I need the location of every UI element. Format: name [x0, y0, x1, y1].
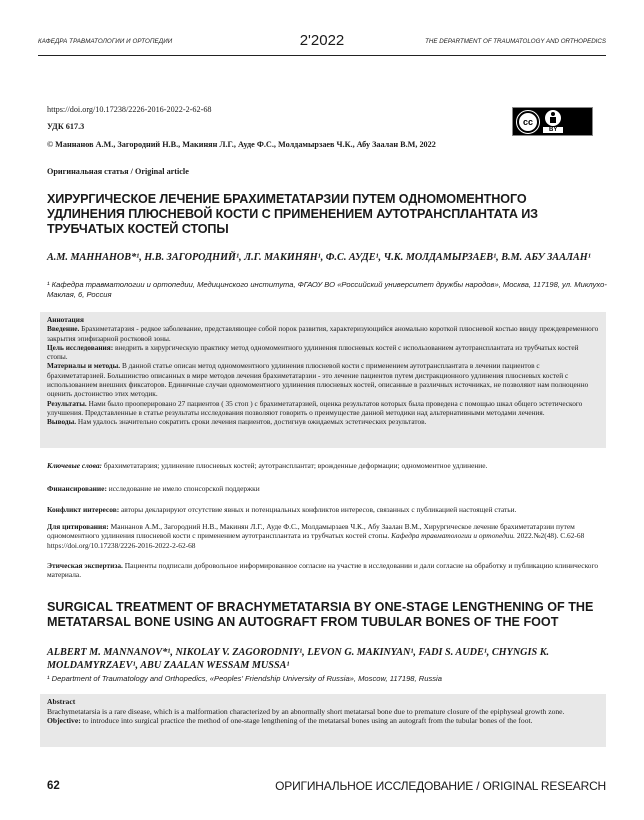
intro-text: Брахиметатарзия - редкое заболевание, представляющее собой порок развития, характеризующийся аномально короткой плюсневой костью ввиду преждевременного закрытия эпифизарной ростковой зоны. [47, 324, 599, 343]
conclusions-label: Выводы. [47, 417, 77, 427]
abstract-heading-en: Abstract [47, 697, 76, 706]
intro-label: Введение. [47, 324, 80, 334]
creative-commons-icon: cc [517, 111, 539, 133]
objective-text: to introduce into surgical practice the method of one-stage lengthening of the metatarsal bones using an autograft from the tubular bones of the foot. [80, 716, 533, 726]
running-header [38, 30, 606, 56]
header-journal-en: THE DEPARTMENT OF TRAUMATOLOGY AND ORTHOPEDICS [425, 38, 606, 45]
affiliation-en: ¹ Department of Traumatology and Orthopedics, «Peoples' Friendship University of Russia», Moscow, 117198, Russia [47, 674, 442, 683]
cite-tail[interactable]: 2022.№2(48). С.62-68 https://doi.org/10.17238/2226-2016-2022-2-62-68 [47, 531, 585, 550]
cite-label: Для цитирования: [47, 522, 109, 531]
attribution-block [543, 110, 563, 133]
keywords-label: Ключевые слова: [47, 461, 102, 470]
affiliation-ru: ¹ Кафедра травматологии и ортопедии, Медицинского института, ФГАОУ ВО «Российский университет дружбы народов», Москва, 117198, ул. Миклухо-Маклая, 6, Россия [47, 280, 607, 299]
methods-label: Материалы и методы. [47, 361, 121, 371]
conclusions-text: Нам удалось значительно сократить сроки лечения пациентов, достигнув ожидаемых эстетических результатов. [76, 417, 427, 427]
article-type: Оригинальная статья / Original article [47, 167, 189, 176]
footer-section-label: ОРИГИНАЛЬНОЕ ИССЛЕДОВАНИЕ / ORIGINAL RESEARCH [275, 779, 606, 793]
attribution-person-icon [545, 110, 561, 126]
conflict-of-interest-ru [47, 505, 603, 514]
cc-by-license-badge[interactable] [512, 107, 593, 136]
header-journal-ru: КАФЕДРА ТРАВМАТОЛОГИИ И ОРТОПЕДИИ [38, 38, 173, 45]
results-text: Нами было прооперировано 27 пациентов ( 35 стоп ) с брахиметатарзией, оценка результатов которых была проведена с помощью шкал общего эстетического улучшения. Представленные в статье результаты исследования позволяют говорить о преимуществе данной методики над альтернативными методами лечения. [47, 398, 583, 417]
udk-code: УДК 617.3 [47, 122, 85, 131]
coi-text: авторы декларируют отсутствие явных и потенциальных конфликтов интересов, связанных с публикацией настоящей статьи. [119, 505, 517, 514]
funding-label: Финансирование: [47, 484, 107, 493]
funding-text: исследование не имело спонсорской поддержки [106, 484, 260, 493]
header-issue: 2'2022 [299, 32, 345, 49]
ethics-ru [47, 561, 603, 580]
keywords-ru [47, 461, 603, 470]
copyright-line: © Маннанов А.М., Загородний Н.В., Макинян Л.Г., Ауде Ф.С., Молдамырзаев Ч.К., Абу Заалан В.М, 2022 [47, 140, 436, 149]
page-number: 62 [47, 780, 60, 792]
funding-ru [47, 484, 603, 493]
cite-journal: Кафедра травматологии и ортопедии. [391, 531, 516, 541]
aim-label: Цель исследования: [47, 342, 114, 352]
doi-link[interactable]: https://doi.org/10.17238/2226-2016-2022-2-62-68 [47, 105, 212, 114]
article-title-ru: ХИРУРГИЧЕСКОЕ ЛЕЧЕНИЕ БРАХИМЕТАТАРЗИИ ПУТЕМ ОДНОМОМЕНТНОГО УДЛИНЕНИЯ ПЛЮСНЕВОЙ КОСТИ С ПРИМЕНЕНИЕМ АУТОТРАНСПЛАНТАТА ИЗ ТРУБЧАТЫХ КОСТЕЙ СТОПЫ [47, 192, 538, 236]
cite-text: Маннанов А.М., Загородний Н.В., Макинян Л.Г., Ауде Ф.С., Молдамырзаев Ч.К., Абу Заалан В.М., Хирургическое лечение брахиметатарзии путем одномоментного удлинения плюсневой кости с применением аутотрансплантата из трубчатых костей стопы. [47, 522, 575, 541]
page-footer [47, 776, 606, 794]
coi-label: Конфликт интересов: [47, 505, 120, 514]
authors-ru: А.М. МАННАНОВ*¹, Н.В. ЗАГОРОДНИЙ¹, Л.Г. МАКИНЯН¹, Ф.С. АУДЕ¹, Ч.К. МОЛДАМЫРЗАЕВ¹, В.М. АБУ ЗААЛАН¹ [47, 252, 591, 263]
results-label: Результаты. [47, 398, 87, 408]
ethics-text: Пациенты подписали добровольное информированное согласие на участие в исследовании и дали согласие на обработку и публикацию клинического материала. [47, 561, 599, 580]
abstract-text-en: Brachymetatarsia is a rare disease, which is a malformation characterized by an abnormally short metatarsal bone due to premature closure of the epiphyseal growth zone. [47, 706, 565, 716]
authors-en: ALBERT M. MANNANOV*¹, NIKOLAY V. ZAGORODNIY¹, LEVON G. MAKINYAN¹, FADI S. AUDE¹, CHYNGIS K. MOLDAMYRZAEV¹, ABU ZAALAN WESSAM MUSSA¹ [47, 647, 550, 671]
license-by-label: BY [543, 127, 563, 133]
abstract-en [40, 694, 606, 747]
methods-text: В данной статье описан метод одномоментного удлинения плюсневой кости с применением аутотрансплантата в лечении пациентов с брахиметатарзией. Большинство описанных в мире методов лечения брахиметатарзии - это лечение пациентов путем дистракционного удлинения плюсневых костей с использованием внешних фиксаторов. Единичные случаи одномоментного удлинения плюсневых костей, описанные в различных источниках, не позволяют нам полноценно оценить достоинство этих методик. [47, 361, 589, 399]
abstract-ru [40, 312, 606, 448]
article-title-en: SURGICAL TREATMENT OF BRACHYMETATARSIA BY ONE-STAGE LENGTHENING OF THE METATARSAL BONE USING AN AUTOGRAFT FROM TUBULAR BONES OF THE FOOT [47, 600, 594, 629]
aim-text: внедрить в хирургическую практику метод одномоментного удлинения плюсневых костей с использованием аутотрансплантата из трубчатых костей стопы. [47, 342, 579, 362]
objective-label: Objective: [47, 716, 81, 726]
abstract-heading-ru: Аннотация [47, 315, 84, 324]
keywords-text: брахиметатарзия; удлинение плюсневых костей; аутотрансплантат; врожденные деформации; одномоментное удлинение. [102, 461, 488, 470]
ethics-label: Этическая экспертиза. [47, 561, 123, 570]
citation-ru [47, 522, 603, 550]
